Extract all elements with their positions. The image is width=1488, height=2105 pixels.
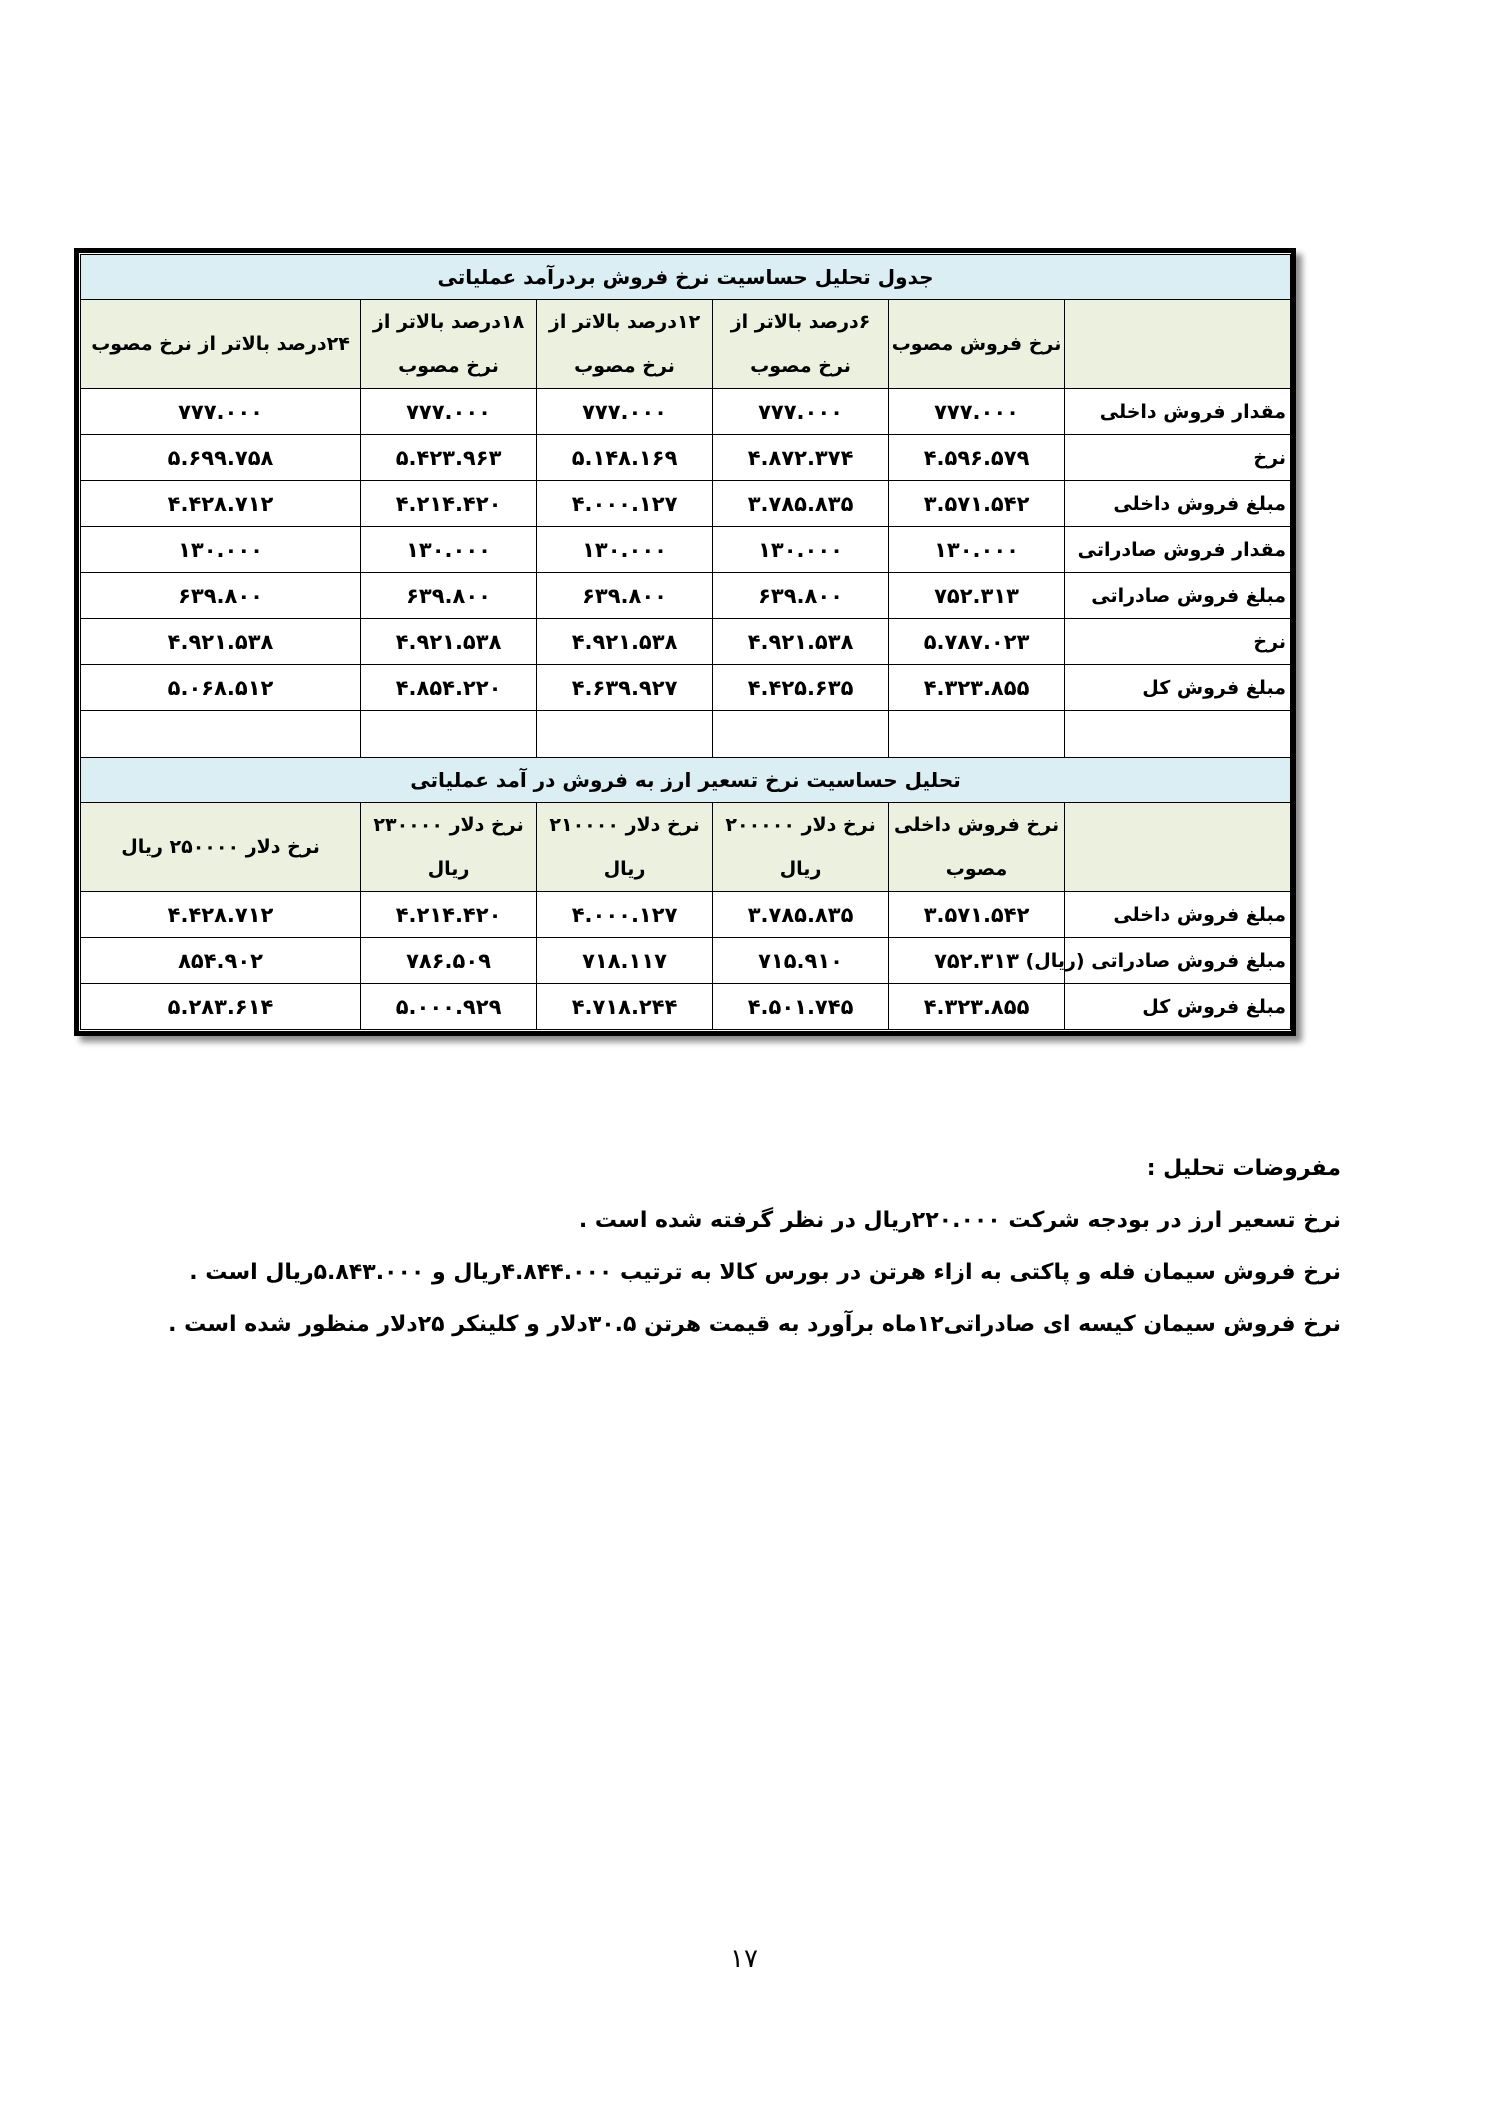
table-cell: ۴.۰۰۰.۱۲۷ xyxy=(537,481,713,527)
table-cell: ۵.۱۴۸.۱۶۹ xyxy=(537,435,713,481)
blank-cell xyxy=(361,711,537,758)
table-cell: ۷۷۷.۰۰۰ xyxy=(889,389,1065,435)
table-row xyxy=(81,435,1291,481)
row-label: نرخ xyxy=(1065,435,1291,481)
analysis-assumptions xyxy=(141,1143,1341,1351)
table-cell: ۷۱۸.۱۱۷ xyxy=(537,938,713,984)
table-cell: ۶۳۹.۸۰۰ xyxy=(361,573,537,619)
table-cell: ۴.۹۲۱.۵۳۸ xyxy=(81,619,361,665)
table-cell: ۴.۲۱۴.۴۲۰ xyxy=(361,481,537,527)
table-cell: ۴.۰۰۰.۱۲۷ xyxy=(537,892,713,938)
table-cell: ۵.۰۶۸.۵۱۲ xyxy=(81,665,361,711)
table-cell: ۴.۷۱۸.۲۴۴ xyxy=(537,984,713,1030)
table-cell: ۳.۷۸۵.۸۳۵ xyxy=(713,481,889,527)
table-cell: ۳.۵۷۱.۵۴۲ xyxy=(889,481,1065,527)
table-cell: ۳.۷۸۵.۸۳۵ xyxy=(713,892,889,938)
table-row xyxy=(81,619,1291,665)
table-cell: ۶۳۹.۸۰۰ xyxy=(713,573,889,619)
table-cell: ۵.۰۰۰.۹۲۹ xyxy=(361,984,537,1030)
table-row xyxy=(81,665,1291,711)
table-cell: ۴.۸۷۲.۳۷۴ xyxy=(713,435,889,481)
table2-title: تحلیل حساسیت نرخ تسعیر ارز به فروش در آمد عملیاتی xyxy=(81,758,1291,803)
row-label: مبلغ فروش صادراتی (ریال) xyxy=(1065,938,1291,984)
table-cell: ۷۷۷.۰۰۰ xyxy=(81,389,361,435)
table-cell: ۴.۹۲۱.۵۳۸ xyxy=(537,619,713,665)
table-cell: ۷۵۲.۳۱۳ xyxy=(889,938,1065,984)
assumption-line: نرخ تسعیر ارز در بودجه شرکت ۲۲۰.۰۰۰ریال در نظر گرفته شده است . xyxy=(578,1208,1341,1233)
table-cell: ۷۷۷.۰۰۰ xyxy=(361,389,537,435)
table1-header: ۶درصد بالاتر از نرخ مصوب xyxy=(713,300,889,389)
assumption-line: نرخ فروش سیمان کیسه ای صادراتی۱۲ماه برآورد به قیمت هرتن ۳۰.۵دلار و کلینکر ۲۵دلار منظور شده است . xyxy=(168,1312,1341,1337)
blank-cell xyxy=(81,711,361,758)
table-cell: ۷۱۵.۹۱۰ xyxy=(713,938,889,984)
row-label: نرخ xyxy=(1065,619,1291,665)
table-cell: ۵.۷۸۷.۰۲۳ xyxy=(889,619,1065,665)
table-cell: ۵.۶۹۹.۷۵۸ xyxy=(81,435,361,481)
table-cell: ۴.۴۲۵.۶۳۵ xyxy=(713,665,889,711)
table-cell: ۴.۳۲۳.۸۵۵ xyxy=(889,984,1065,1030)
table-cell: ۴.۵۹۶.۵۷۹ xyxy=(889,435,1065,481)
blank-cell xyxy=(537,711,713,758)
row-label: مبلغ فروش کل xyxy=(1065,984,1291,1030)
table1-title: جدول تحلیل حساسیت نرخ فروش بردرآمد عملیاتی xyxy=(81,255,1291,300)
table1-header: نرخ فروش مصوب xyxy=(889,300,1065,389)
table-row xyxy=(81,892,1291,938)
table1-header-row xyxy=(81,300,1291,389)
table-cell: ۴.۶۳۹.۹۲۷ xyxy=(537,665,713,711)
table-cell: ۵.۴۲۳.۹۶۳ xyxy=(361,435,537,481)
row-label: مبلغ فروش صادراتی xyxy=(1065,573,1291,619)
table-row xyxy=(81,389,1291,435)
table-cell: ۱۳۰.۰۰۰ xyxy=(537,527,713,573)
row-label: مبلغ فروش کل xyxy=(1065,665,1291,711)
table-cell: ۴.۲۱۴.۴۲۰ xyxy=(361,892,537,938)
table-cell: ۷۷۷.۰۰۰ xyxy=(713,389,889,435)
table1-header: ۱۲درصد بالاتر از نرخ مصوب xyxy=(537,300,713,389)
table2-header: نرخ دلار ۲۵۰۰۰۰ ریال xyxy=(81,803,361,892)
table1-header: ۱۸درصد بالاتر از نرخ مصوب xyxy=(361,300,537,389)
table-cell: ۳.۵۷۱.۵۴۲ xyxy=(889,892,1065,938)
table1-header: ۲۴درصد بالاتر از نرخ مصوب xyxy=(81,300,361,389)
table-cell: ۱۳۰.۰۰۰ xyxy=(713,527,889,573)
table-row xyxy=(81,481,1291,527)
table-cell: ۴.۴۲۸.۷۱۲ xyxy=(81,481,361,527)
table-cell: ۷۸۶.۵۰۹ xyxy=(361,938,537,984)
table2-header: نرخ فروش داخلی مصوب xyxy=(889,803,1065,892)
table-cell: ۱۳۰.۰۰۰ xyxy=(889,527,1065,573)
table-cell: ۴.۹۲۱.۵۳۸ xyxy=(713,619,889,665)
page-number: ۱۷ xyxy=(730,1944,758,1974)
table1-header-blank xyxy=(1065,300,1291,389)
table-cell: ۷۵۲.۳۱۳ xyxy=(889,573,1065,619)
table-row xyxy=(81,573,1291,619)
table2-header-row xyxy=(81,803,1291,892)
table-cell: ۱۳۰.۰۰۰ xyxy=(81,527,361,573)
table2-header: نرخ دلار ۲۱۰۰۰۰ ریال xyxy=(537,803,713,892)
table2-header: نرخ دلار ۲۳۰۰۰۰ ریال xyxy=(361,803,537,892)
table-row xyxy=(81,938,1291,984)
assumptions-heading: مفروضات تحلیل : xyxy=(1146,1156,1341,1181)
table-cell: ۴.۸۵۴.۲۲۰ xyxy=(361,665,537,711)
table-cell: ۴.۴۲۸.۷۱۲ xyxy=(81,892,361,938)
table2-header: نرخ دلار ۲۰۰۰۰۰ ریال xyxy=(713,803,889,892)
table-cell: ۱۳۰.۰۰۰ xyxy=(361,527,537,573)
blank-cell xyxy=(713,711,889,758)
table-cell: ۵.۲۸۳.۶۱۴ xyxy=(81,984,361,1030)
table-cell: ۴.۳۲۳.۸۵۵ xyxy=(889,665,1065,711)
table-row xyxy=(81,527,1291,573)
table1-title-row xyxy=(81,255,1291,300)
row-label: مبلغ فروش داخلی xyxy=(1065,892,1291,938)
row-label: مقدار فروش صادراتی xyxy=(1065,527,1291,573)
table-row xyxy=(81,984,1291,1030)
sensitivity-table-frame xyxy=(74,248,1296,1036)
table-cell: ۷۷۷.۰۰۰ xyxy=(537,389,713,435)
table2-header-blank xyxy=(1065,803,1291,892)
table-cell: ۴.۵۰۱.۷۴۵ xyxy=(713,984,889,1030)
table-cell: ۴.۹۲۱.۵۳۸ xyxy=(361,619,537,665)
assumption-line: نرخ فروش سیمان فله و پاکتی به ازاء هرتن در بورس کالا به ترتیب ۴.۸۴۴.۰۰۰ریال و ۵.۸۴۳.۰۰۰ریال است . xyxy=(189,1260,1341,1285)
table2-title-row xyxy=(81,758,1291,803)
blank-cell xyxy=(1065,711,1291,758)
table-cell: ۸۵۴.۹۰۲ xyxy=(81,938,361,984)
row-label: مقدار فروش داخلی xyxy=(1065,389,1291,435)
sensitivity-table xyxy=(80,254,1291,1030)
blank-cell xyxy=(889,711,1065,758)
table-cell: ۶۳۹.۸۰۰ xyxy=(537,573,713,619)
row-label: مبلغ فروش داخلی xyxy=(1065,481,1291,527)
blank-spacer-row xyxy=(81,711,1291,758)
table-cell: ۶۳۹.۸۰۰ xyxy=(81,573,361,619)
